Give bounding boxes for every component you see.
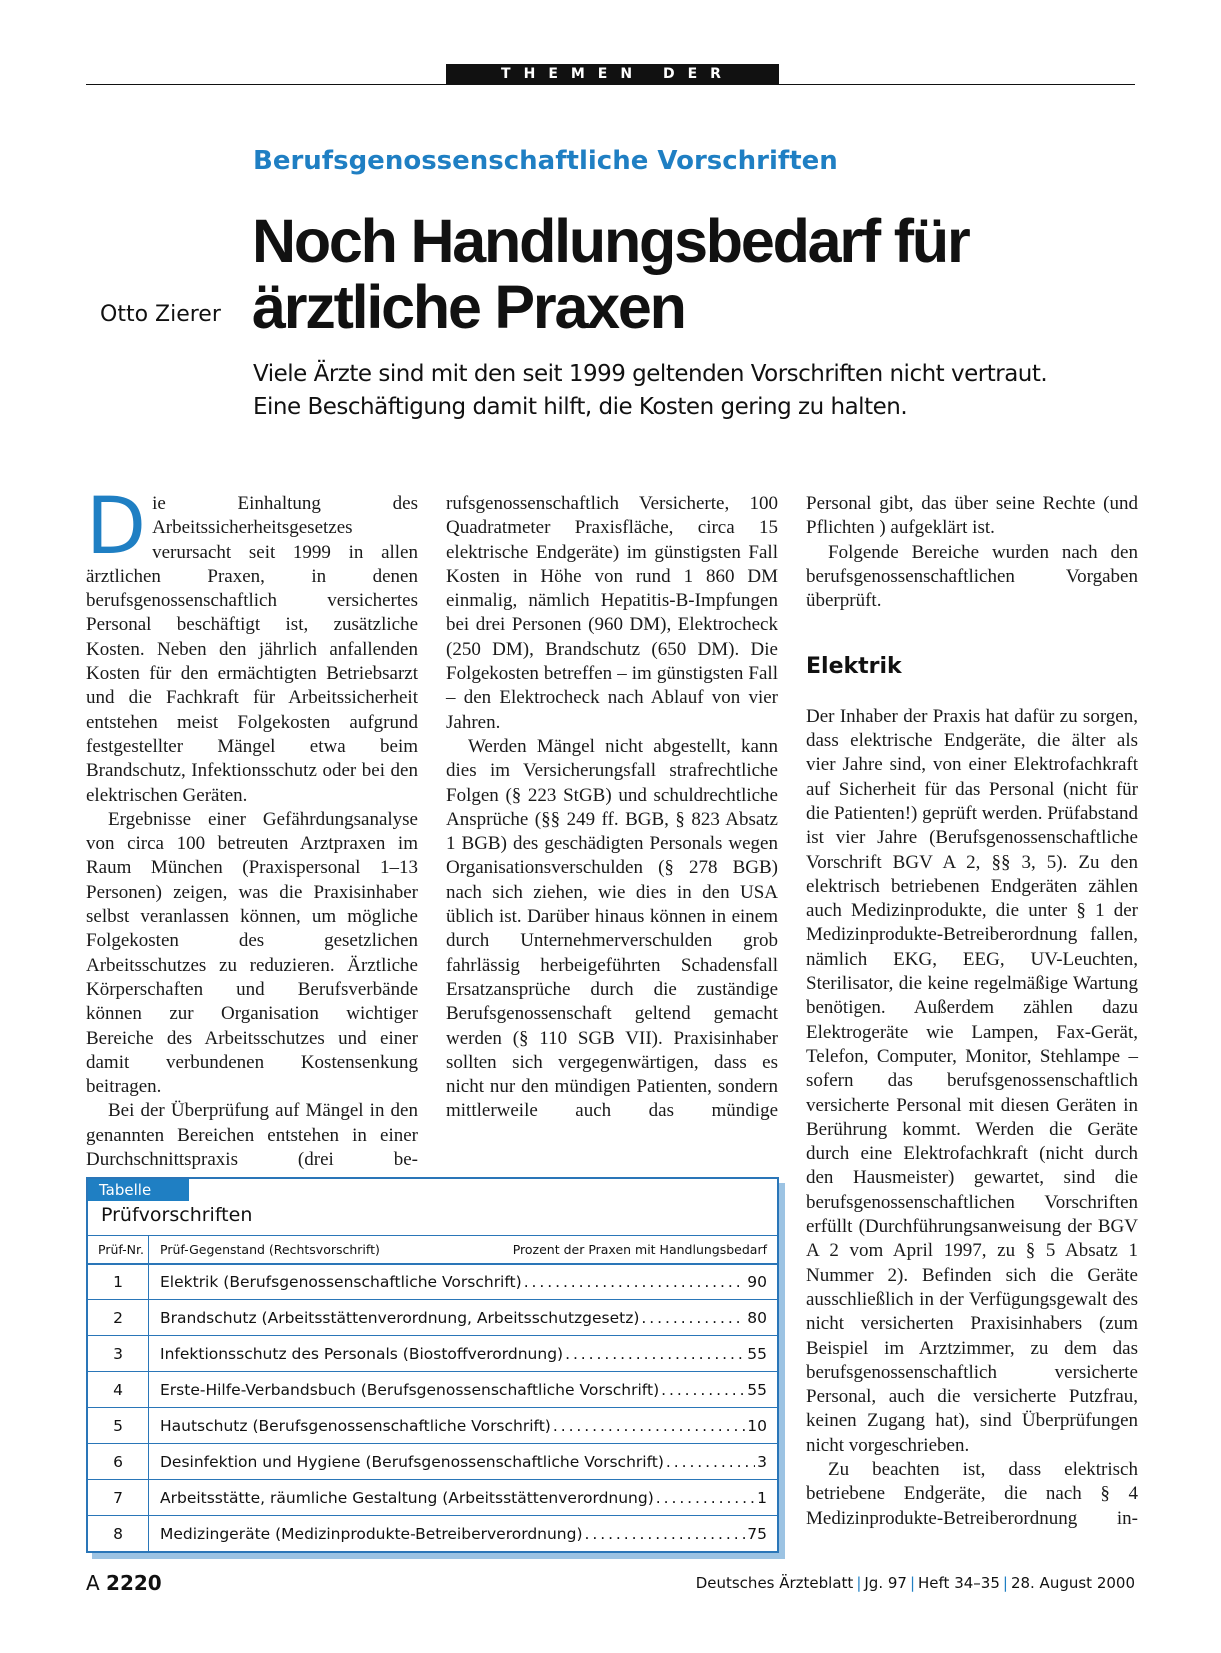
body-column-2 [446,492,778,1124]
row-percent: 55 [747,1345,767,1363]
lead-line-1: Viele Ärzte sind mit den seit 1999 geltenden Vorschriften nicht vertraut. [253,361,1048,387]
headline-line-1: Noch Handlungsbedarf für [252,207,969,275]
row-number: 2 [113,1309,123,1327]
section-heading: Elektrik [806,654,902,680]
row-subject: Infektionsschutz des Personals (Biostoffverordnung) [160,1345,564,1363]
journal-name: Deutsches Ärzteblatt [695,1574,854,1592]
table-header [88,1235,777,1265]
issue-date: 28. August 2000 [1010,1574,1135,1592]
row-number: 5 [113,1417,123,1435]
paragraph: Folgende Bereiche wurden nach den berufsgenossenschaftlichen Vorgaben überprüft. [806,541,1138,612]
column-header-nr: Prüf-Nr. [98,1242,144,1257]
drop-cap: D [86,482,147,572]
column-header-percent: Prozent der Praxen mit Handlungsbedarf [512,1242,767,1257]
paragraph: rufsgenossenschaftlich Versicherte, 100 Quadratmeter Praxisfläche, circa 15 elektrische Endgeräte) im günstigsten Fall Kosten in Höhe von rund 1 860 DM einmalig, nämlich Hepatitis-B-Impfungen bei drei Personen (960 DM), Elektrocheck (250 DM), Brandschutz (650 DM). Die Folgekosten betreffen – im günstigsten Fall – den Elektrocheck nach Ablauf von vier Jahren. [446,493,778,733]
journal-volume: Jg. 97 [864,1574,907,1592]
row-percent: 10 [747,1417,767,1435]
headline-line-2: ärztliche Praxen [252,273,685,341]
row-percent: 1 [757,1489,767,1507]
column-header-subject: Prüf-Gegenstand (Rechtsvorschrift) [160,1242,380,1257]
row-percent: 55 [747,1381,767,1399]
row-subject: Arbeitsstätte, räumliche Gestaltung (Arbeitsstättenverordnung) [160,1489,654,1507]
body-column-3 [806,492,1138,1531]
paragraph-text: ie Einhaltung des Arbeitssicherheitsgesetzes verursacht seit 1999 in allen ärztlichen Praxen, in denen berufsgenossenschaftlich versichertes Personal beschäftigt ist, zusätzliche Kosten. Neben den jährlich anfallenden Kosten für den ermächtigten Betriebsarzt und die Fachkraft für Arbeitssicherheit entstehen meist Folgekosten aufgrund festgestellter Mängel etwa beim Brandschutz, Infektionsschutz oder bei den elektrischen Geräten. [86,493,418,806]
page-prefix: A [86,1571,100,1595]
paragraph: Bei der Überprüfung auf Mängel in den genannten Bereichen entstehen in einer Durchschnittspraxis (drei be- [86,1100,418,1171]
body-column-1 [86,482,418,1172]
row-subject: Erste-Hilfe-Verbandsbuch (Berufsgenossenschaftliche Vorschrift) [160,1381,660,1399]
section-label: THEMEN DER ZEIT [446,64,779,85]
table-row [88,1371,777,1408]
row-subject: Desinfektion und Hygiene (Berufsgenossenschaftliche Vorschrift) [160,1453,664,1471]
row-number: 4 [113,1381,123,1399]
paragraph: Zu beachten ist, dass elektrisch betriebene Endgeräte, die nach § 4 Medizinprodukte-Betreiberordnung in- [806,1458,1138,1529]
table-row [88,1443,777,1480]
row-number: 1 [113,1273,123,1291]
journal-footer: Deutsches Ärzteblatt | Jg. 97 | Heft 34–35 | 28. August 2000 [695,1574,1135,1592]
paragraph: Der Inhaber der Praxis hat dafür zu sorgen, dass elektrische Endgeräte, die älter als vier Jahre sind, von einer Elektrofachkraft auf Sicherheit für das Personal (nicht für die Patienten!) geprüft werden. Prüfabstand ist vier Jahre (Berufsgenossenschaftliche Vorschrift BGV A 2, §§ 3, 5). Zu den elektrisch betriebenen Endgeräten zählen auch Medizinprodukte, die unter § 1 der Medizinprodukte-Betreiberordnung fallen, nämlich EKG, EEG, UV-Leuchten, Sterilisator, die keine regelmäßige Wartung benötigen. Außerdem zählen dazu Elektrogeräte wie Lampen, Fax-Gerät, Telefon, Computer, Monitor, Stehlampe – sofern das berufsgenossenschaftlich versicherte Personal mit diesen Geräten in Berührung kommt. Werden die Geräte durch eine Elektrofachkraft (nicht durch den Hausmeister) gewartet, sind die berufsgenossenschaftlichen Vorschriften erfüllt (Durchführungsanweisung der BGV A 2 vom April 1997, zu § 5 Absatz 1 Nummer 2). Befinden sich die Geräte ausschließlich in der Verfügungsgewalt des nicht versicherten Praxisinhabers (zum Beispiel im Arztzimmer, zu dem das berufsgenossenschaftlich versicherte Personal, auch die versicherte Putzfrau, keinen Zugang hat), sind Überprüfungen nicht vorgeschrieben. [806,705,1138,1456]
paragraph: Ergebnisse einer Gefährdungsanalyse von circa 100 betreuten Arztpraxen im Raum München (Praxispersonal 1–13 Personen) zeigen, was die Praxisinhaber selbst veranlassen können, um mögliche Folgekosten des gesetzlichen Arbeitsschutzes zu reduzieren. Ärztliche Körperschaften und Berufsverbände können zur Organisation wichtiger Bereiche des Arbeitsschutzes und einer damit verbundenen Kostensenkung beitragen. [86,808,418,1098]
table-title: Prüfvorschriften [101,1204,253,1226]
paragraph [86,482,418,808]
row-percent: 75 [747,1525,767,1543]
row-percent: 90 [747,1273,767,1291]
row-percent: 3 [757,1453,767,1471]
paragraph: Personal gibt, das über seine Rechte (und Pflichten ) aufgeklärt ist. [806,493,1138,539]
page-number [86,1571,162,1595]
row-number: 8 [113,1525,123,1543]
table-row [88,1479,777,1516]
table-row [88,1299,777,1336]
table-row [88,1335,777,1372]
author-name: Otto Zierer [100,302,221,327]
lead-line-2: Eine Beschäftigung damit hilft, die Kosten gering zu halten. [253,394,908,420]
row-subject: Elektrik (Berufsgenossenschaftliche Vorschrift) [160,1273,522,1291]
paragraph: Werden Mängel nicht abgestellt, kann dies im Versicherungsfall strafrechtliche Folgen (§ 223 StGB) und schuldrechtliche Ansprüche (§§ 249 ff. BGB, § 823 Absatz 1 BGB) des geschädigten Personals wegen Organisationsverschulden (§ 278 BGB) nach sich ziehen, wie dies in den USA üblich ist. Darüber hinaus können in einem durch Unternehmerverschulden grob fahrlässig herbeigeführten Schadensfall Ersatzansprüche durch die zuständige Berufsgenossenschaft geltend gemacht werden (§ 110 SGB VII). Praxisinhaber sollten sich vergegenwärtigen, dass es nicht nur den mündigen Patienten, sondern mittlerweile auch das mündige [446,735,778,1122]
article-lead [253,358,1047,424]
page-number-value: 2220 [106,1571,162,1595]
row-percent: 80 [747,1309,767,1327]
journal-issue: Heft 34–35 [918,1574,1000,1592]
row-subject: Brandschutz (Arbeitsstättenverordnung, Arbeitsschutzgesetz) [160,1309,640,1327]
table-row [88,1515,777,1552]
article-headline [252,208,969,340]
table-row [88,1263,777,1300]
article-kicker: Berufsgenossenschaftliche Vorschriften [253,146,838,176]
row-number: 3 [113,1345,123,1363]
data-table [86,1177,779,1553]
table-row [88,1407,777,1444]
row-subject: Hautschutz (Berufsgenossenschaftliche Vorschrift) [160,1417,551,1435]
table-column-divider [148,1235,149,1551]
row-subject: Medizingeräte (Medizinprodukte-Betreiberverordnung) [160,1525,583,1543]
row-number: 7 [113,1489,123,1507]
row-number: 6 [113,1453,123,1471]
table-tag: Tabelle [88,1179,189,1201]
